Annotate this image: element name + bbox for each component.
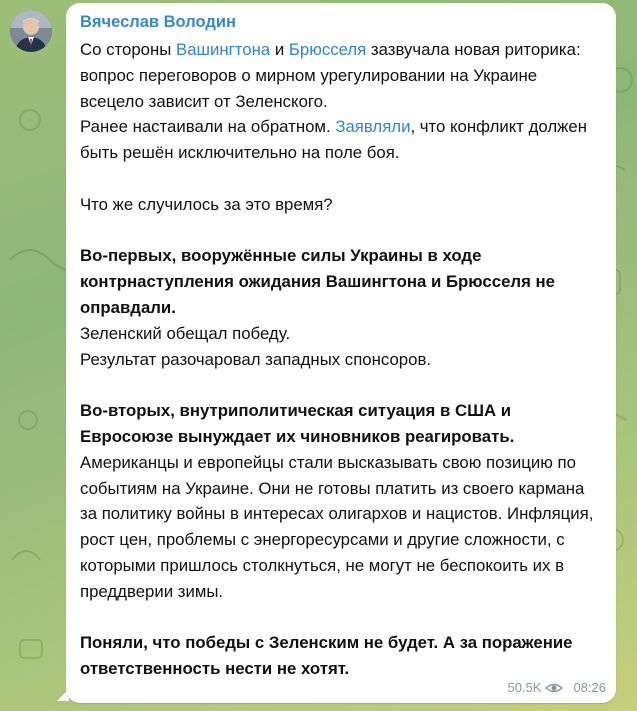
eye-icon (545, 682, 563, 694)
brussels-link[interactable]: Брюсселя (288, 40, 367, 59)
paragraph-4-bold: Во-первых, вооружённые силы Украины в ходе контрнаступления ожидания Вашингтона и Брюсселя не оправдали. (80, 246, 555, 317)
paragraph-5-rest: Американцы и европейцы стали высказывать свою позицию по событиям на Украине. Они не готовы платить из своего кармана за политику войны в интересах олигархов и нацистов. Инфляция, рост цен, проблемы с энергоресурсами и другие сложности, с которыми пришлось столкнуться, не могут не беспокоить их в преддверии зимы. (80, 452, 594, 601)
paragraph-gap (80, 218, 604, 244)
message-text (80, 37, 604, 682)
paragraph-4-line-3: Результат разочаровал западных спонсоров. (80, 349, 432, 369)
views-count: 50.5K (507, 680, 542, 695)
author-avatar-photo (10, 10, 52, 52)
washington-link[interactable]: Вашингтона (176, 40, 271, 59)
claimed-link[interactable]: Заявляли (335, 117, 411, 137)
text-span: зазвучала новая риторика: вопрос переговоров о мирном урегулировании на Украине всецело зависит от Зеленского. (80, 40, 581, 111)
paragraph-gap (80, 372, 604, 398)
paragraph-5 (80, 398, 604, 604)
paragraph-gap (80, 605, 604, 631)
author-avatar[interactable] (10, 10, 52, 52)
paragraph-gap (80, 166, 604, 192)
paragraph-6-bold: Поняли, что победы с Зеленским не будет. А за поражение ответственность нести не хотят. (80, 633, 573, 679)
paragraph-4-line-2: Зеленский обещал победу. (80, 323, 291, 343)
text-span: и (270, 40, 289, 59)
text-span: Ранее настаивали на обратном. (80, 117, 336, 137)
paragraph-3: Что же случилось за это время? (80, 194, 333, 214)
message-meta (507, 680, 606, 695)
message-bubble (66, 3, 616, 703)
text-span: , что конфликт должен быть решён исключительно на поле боя. (80, 117, 588, 163)
text-span: Со стороны (80, 40, 176, 59)
paragraph-2 (80, 114, 604, 166)
author-name[interactable]: Вячеслав Володин (80, 13, 236, 31)
paragraph-1 (80, 37, 604, 114)
paragraph-5-bold: Во-вторых, внутриполитическая ситуация в США и Евросоюзе вынуждает их чиновников реагировать. (80, 401, 515, 446)
message-time: 08:26 (573, 680, 606, 695)
